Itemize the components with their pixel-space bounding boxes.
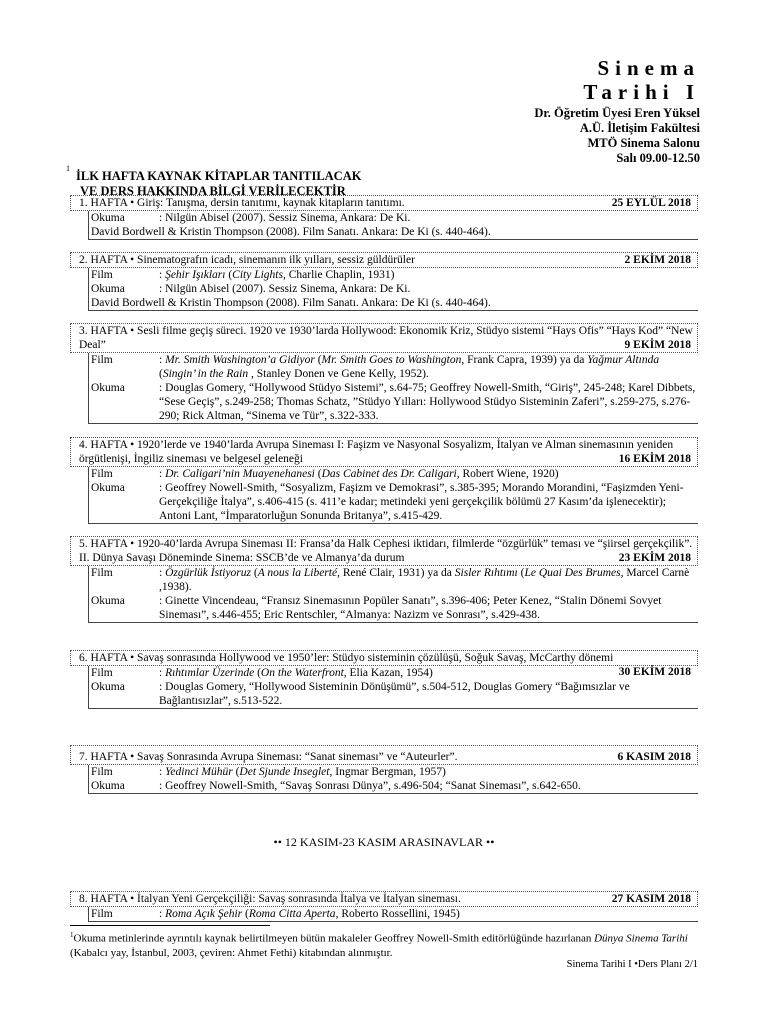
week-6-film: : Rıhtımlar Üzerinde (On the Waterfront, Elia Kazan, 1954) xyxy=(159,667,433,679)
week-6-title: 6. HAFTA • Savaş sonrasında Hollywood ve 1950’ler: Stüdyo sisteminin çözülüşü, Soğuk Savaş, McCarthy dönemi xyxy=(79,652,614,664)
week-2-section xyxy=(70,252,698,311)
week-8-title: 8. HAFTA • İtalyan Yeni Gerçekçiliği: Savaş sonrasında İtalya ve İtalyan sineması. xyxy=(79,893,461,905)
week-2-header xyxy=(70,252,698,268)
week-8-film: : Roma Açık Şehir (Roma Citta Aperta, Roberto Rossellini, 1945) xyxy=(159,908,460,920)
week-1-body xyxy=(88,211,698,240)
week-2-reading-extra: David Bordwell & Kristin Thompson (2008). Film Sanatı. Ankara: De Ki (s. 440-464). xyxy=(91,297,491,309)
week-7-date: 6 KASIM 2018 xyxy=(617,751,691,763)
week-8-header xyxy=(70,891,698,907)
week-4-title: 4. HAFTA • 1920’lerde ve 1940’larda Avrupa Sineması I: Faşizm ve Nasyonal Sosyalizm, İtalyan ve Alman sinemasının yeniden örgütlenişi, İngiliz sineması ve belgesel geleneği xyxy=(79,439,674,465)
week-7-title: 7. HAFTA • Savaş Sonrasında Avrupa Sineması: “Sanat sineması” ve “Auteurler”. xyxy=(79,751,458,763)
footnote-marker: 1 xyxy=(66,164,70,173)
intro-line-2: VE DERS HAKKINDA BİLGİ VERİLECEKTİR xyxy=(80,184,346,199)
week-2-title: 2. HAFTA • Sinematografın icadı, sinemanın ilk yılları, sessiz güldürüler xyxy=(79,254,415,266)
venue: MTÖ Sinema Salonu xyxy=(587,136,700,150)
week-7-film: : Yedinci Mühür (Det Sjunde Inseglet, Ingmar Bergman, 1957) xyxy=(159,766,446,778)
okuma-label: Okuma xyxy=(91,595,125,607)
film-label: Film xyxy=(91,766,113,778)
okuma-label: Okuma xyxy=(91,482,125,494)
okuma-label: Okuma xyxy=(91,780,125,792)
week-3-film: : Mr. Smith Washington’a Gidiyor (Mr. Smith Goes to Washington, Frank Capra, 1939) ya da Yağmur Altında (Singin’ in the Rain , Stanley Donen ve Gene Kelly, 1952). xyxy=(159,354,660,380)
week-1-title: 1. HAFTA • Giriş: Tanışma, dersin tanıtımı, kaynak kitapların tanıtımı. xyxy=(79,197,405,209)
film-label: Film xyxy=(91,667,113,679)
week-4-date: 16 EKİM 2018 xyxy=(618,453,691,465)
week-5-film: : Özgürlük İstiyoruz (A nous la Liberté, René Clair, 1931) ya da Sisler Rıhtımı (Le Quai Des Brumes, Marcel Carnè ,1938). xyxy=(159,567,690,593)
week-8-body xyxy=(88,907,698,922)
footnote: $^1$Okuma metinlerinde ayrıntılı kaynak belirtilmeyen bütün makaleler Geoffrey Nowell-Smith editörlüğünde hazırlanan Dünya Sinema Tarihi (Kabalcı yay, İstanbul, 2003, çeviren: Ahmet Fethi) kitabından alınmıştır. xyxy=(70,931,688,959)
week-2-reading: : Nilgün Abisel (2007). Sessiz Sinema, Ankara: De Ki. xyxy=(159,283,411,295)
week-4-reading: : Geoffrey Nowell-Smith, “Sosyalizm, Faşizm ve Demokrasi”, s.385-395; Morando Morandini, “Faşizmden Yeni-Gerçekçiliğe İtalya”, s.406-415 (s. 411’e kadar; metindeki yeni gerçekçilik bölümü 27 Kasım’da işlenecektir); Antoni Lant, “İmparatorluğun Sonunda Britanya”, s.415-429. xyxy=(159,482,684,522)
course-title-line1: Sinema xyxy=(597,56,700,80)
week-5-title: 5. HAFTA • 1920-40’larda Avrupa Sineması II: Fransa’da Halk Cephesi iktidarı, filmlerde “özgürlük” teması ve “şiirsel gerçekçilik”. II. Dünya Savaşı Döneminde Sinema: SSCB’de ve Almanya’da durum xyxy=(79,538,693,564)
week-1-date: 25 EYLÜL 2018 xyxy=(611,197,691,209)
footnote-marker: 1 xyxy=(70,931,74,939)
week-8-section xyxy=(70,891,698,922)
class-time: Salı 09.00-12.50 xyxy=(616,151,700,165)
week-3-body xyxy=(88,353,698,424)
week-5-reading: : Ginette Vincendeau, “Fransız Sinemasının Popüler Sanatı”, s.396-406; Peter Kenez, “Stalin Dönemi Sovyet Sineması”, s.446-455; Eric Rentschler, “Almanya: Nazizm ve Sonrası”, s.429-438. xyxy=(159,595,662,621)
week-5-date: 23 EKİM 2018 xyxy=(618,552,691,564)
book-title: Dünya Sinema Tarihi xyxy=(594,932,688,945)
okuma-label: Okuma xyxy=(91,681,125,693)
faculty-name: A.Ü. İletişim Fakültesi xyxy=(579,121,700,135)
okuma-label: Okuma xyxy=(91,212,125,224)
film-label: Film xyxy=(91,908,113,920)
week-7-section xyxy=(70,745,698,794)
film-label: Film xyxy=(91,468,113,480)
week-3-header xyxy=(70,323,698,353)
week-4-body xyxy=(88,467,698,524)
week-8-date: 27 KASIM 2018 xyxy=(611,893,691,905)
week-4-header xyxy=(70,437,698,467)
week-6-reading: : Douglas Gomery, “Hollywood Sisteminin Dönüşümü”, s.504-512, Douglas Gomery “Bağımsızlar ve Bağlantısızlar”, s.513-522. xyxy=(159,681,630,707)
week-7-body xyxy=(88,765,698,794)
week-3-date: 9 EKİM 2018 xyxy=(624,339,691,351)
week-6-body xyxy=(88,666,698,709)
week-1-reading-extra: David Bordwell & Kristin Thompson (2008). Film Sanatı. Ankara: De Ki (s. 440-464). xyxy=(91,226,491,238)
page-footer: Sinema Tarihi I •Ders Planı 2/1 xyxy=(566,959,698,970)
film-label: Film xyxy=(91,567,113,579)
footnote-divider xyxy=(70,925,270,926)
week-1-section xyxy=(70,195,698,240)
week-3-reading: : Douglas Gomery, “Hollywood Stüdyo Sistemi”, s.64-75; Geoffrey Nowell-Smith, “Giriş”, 245-248; Karel Dibbets, “Sese Geçiş”, s.249-258; Thomas Schatz, ”Stüdyo Yılları: Hollywood Stüdyo Sisteminin Zaferi”, s.259-275, s.276-290; Rick Altman, “Sinema ve Tür”, s.322-333. xyxy=(159,382,696,422)
week-6-date: 30 EKİM 2018 xyxy=(618,666,691,678)
film-label: Film xyxy=(91,354,113,366)
okuma-label: Okuma xyxy=(91,283,125,295)
week-5-section xyxy=(70,536,698,623)
week-3-title: 3. HAFTA • Sesli filme geçiş süreci. 1920 ve 1930’larda Hollywood: Ekonomik Kriz, Stüdyo sistemi “Hays Ofis” “Hays Kod” “New Deal” xyxy=(79,325,693,351)
midterm-notice: •• 12 KASIM-23 KASIM ARASINAVLAR •• xyxy=(273,835,495,849)
instructor-name: Dr. Öğretim Üyesi Eren Yüksel xyxy=(534,106,700,120)
week-3-section xyxy=(70,323,698,424)
week-5-body xyxy=(88,566,698,623)
okuma-label: Okuma xyxy=(91,382,125,394)
course-title-line2: Tarihi I xyxy=(583,80,700,104)
intro-line-1: İLK HAFTA KAYNAK KİTAPLAR TANITILACAK xyxy=(76,169,362,184)
week-4-film: : Dr. Caligari’nin Muayenehanesi (Das Cabinet des Dr. Caligari, Robert Wiene, 1920) xyxy=(159,468,559,480)
week-2-date: 2 EKİM 2018 xyxy=(624,254,691,266)
week-5-header xyxy=(70,536,698,566)
week-1-reading: : Nilgün Abisel (2007). Sessiz Sinema, Ankara: De Ki. xyxy=(159,212,411,224)
week-4-section xyxy=(70,437,698,524)
week-6-section xyxy=(70,650,698,709)
week-1-header xyxy=(70,195,698,211)
week-7-reading: : Geoffrey Nowell-Smith, “Savaş Sonrası Dünya”, s.496-504; “Sanat Sineması”, s.642-650. xyxy=(159,780,581,792)
week-7-header xyxy=(70,745,698,765)
week-2-body xyxy=(88,268,698,311)
film-label: Film xyxy=(91,269,113,281)
week-2-film: : Şehir Işıkları (City Lights, Charlie Chaplin, 1931) xyxy=(159,269,395,281)
